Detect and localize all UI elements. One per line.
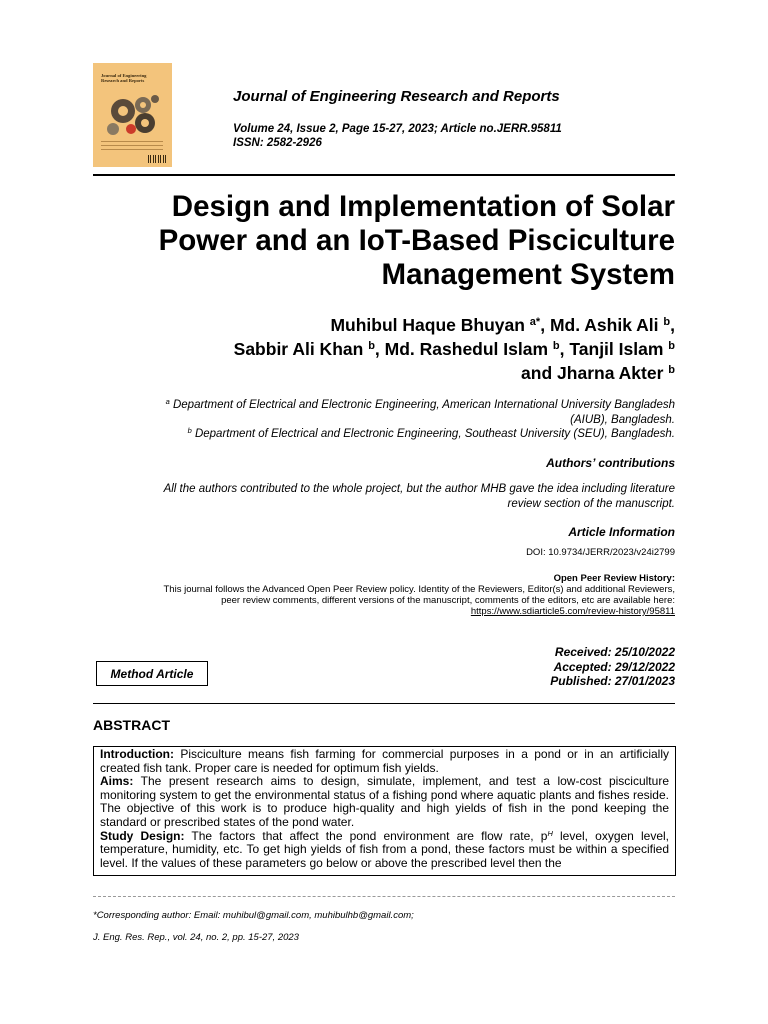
- issn: ISSN: 2582-2926: [233, 137, 322, 149]
- article-dates: [550, 645, 675, 689]
- title-line: Design and Implementation of Solar: [171, 190, 675, 223]
- affil-mark: b: [187, 426, 192, 435]
- abstract-label: Introduction:: [100, 747, 174, 761]
- abstract-box: [93, 746, 676, 876]
- received-date: Received: 25/10/2022: [554, 645, 675, 659]
- affil-mark: a: [165, 397, 170, 406]
- peer-review-line: peer review comments, different versions of the manuscript, comments of the editors, etc are available here:: [221, 595, 675, 606]
- published-date: Published: 27/01/2023: [550, 674, 675, 688]
- citation-footer: J. Eng. Res. Rep., vol. 24, no. 2, pp. 15-27, 2023: [93, 932, 299, 943]
- affiliations: [75, 398, 675, 442]
- contributions-line: review section of the manuscript.: [507, 498, 675, 510]
- abstract-text: level, oxygen level, temperature, humidity, etc. To get high yields of fish from a pond, these factors must be within a specified level. If the values of these parameters go below or above the prescribed level then the: [100, 828, 670, 870]
- accepted-date: Accepted: 29/12/2022: [553, 659, 675, 674]
- header-rule: [93, 174, 675, 176]
- author-name: Tanjil Islam: [569, 339, 664, 359]
- peer-review-link[interactable]: https://www.sdiarticle5.com/review-history/95811: [470, 606, 675, 617]
- author-name: Md. Ashik Ali: [549, 315, 659, 335]
- author-name: Md. Rashedul Islam: [384, 339, 549, 359]
- affiliation-text: Department of Electrical and Electronic Engineering, Southeast University (SEU), Bangladesh.: [194, 428, 675, 440]
- journal-name: Journal of Engineering Research and Reports: [233, 88, 560, 105]
- volume-line: Volume 24, Issue 2, Page 15-27, 2023; Article no.JERR.95811: [233, 123, 562, 135]
- peer-review-heading: Open Peer Review History:: [553, 573, 675, 584]
- abstract-label: Study Design:: [100, 828, 185, 843]
- journal-volume-info: [233, 122, 562, 150]
- author-list: Muhibul Haque Bhuyan $^{a*}$, Md. Ashik Ali $^b$, Sabbir Ali Khan $^b$, Md. Rashedul Islam $^b$, Tanjil Islam $^b$ and Jharna Akter $^b$: [233, 315, 675, 383]
- author-name: Sabbir Ali Khan: [233, 339, 364, 359]
- author-affil-mark: a*: [529, 316, 541, 328]
- author-conjunction: and: [521, 363, 553, 383]
- author-affil-mark: b: [552, 340, 560, 352]
- abstract-superscript: H: [547, 828, 553, 838]
- affiliation-text: Department of Electrical and Electronic Engineering, American International University Bangladesh: [172, 399, 675, 411]
- cover-text-lines: [101, 141, 163, 153]
- abstract-text: The factors that affect the pond environment are flow rate, p: [184, 828, 548, 843]
- abstract-label: Aims:: [100, 774, 134, 789]
- peer-review-text: [75, 584, 675, 617]
- abstract-aims: [100, 775, 669, 829]
- contributions-text: [75, 482, 675, 512]
- gears-icon: [103, 91, 163, 137]
- contributions-heading: Authors’ contributions: [546, 456, 675, 470]
- abstract-study-design: [100, 830, 669, 871]
- footnote-rule: [93, 896, 675, 897]
- doi: DOI: 10.9734/JERR/2023/v24i2799: [526, 547, 675, 558]
- article-info-heading: Article Information: [568, 525, 675, 539]
- abstract-text: Pisciculture means fish farming for commercial purposes in a pond or in an artificially created fish tank. Proper care is needed for optimum fish yields.: [100, 747, 669, 775]
- author-name: Muhibul Haque Bhuyan: [330, 315, 525, 335]
- article-title: [115, 190, 675, 292]
- abstract-text: The present research aims to design, simulate, implement, and test a low-cost pisciculture monitoring system to get the environmental status of a fishing pond where aquatic plants and fishes reside. The objective of this work is to produce high-quality and high yields of fish in the pond keeping the standard or prescribed states of the pond water.: [100, 774, 669, 829]
- author-affil-mark: b: [668, 340, 675, 352]
- cover-title: Journal of Engineering Research and Reports: [101, 73, 147, 83]
- author-affil-mark: b: [663, 316, 671, 328]
- abstract-introduction: [100, 748, 669, 775]
- affiliation-text: (AIUB), Bangladesh.: [570, 413, 675, 426]
- corresponding-author-note: *Corresponding author: Email: muhibul@gmail.com, muhibulhb@gmail.com;: [93, 910, 414, 921]
- title-line: Management System: [381, 258, 675, 291]
- title-line: Power and an IoT-Based Pisciculture: [158, 224, 675, 257]
- author-name: Jharna Akter: [557, 363, 664, 383]
- barcode-icon: [148, 155, 168, 163]
- article-type-badge: Method Article: [96, 661, 208, 686]
- author-affil-mark: b: [668, 364, 675, 376]
- author-affil-mark: b: [368, 340, 375, 352]
- abstract-heading: ABSTRACT: [93, 717, 170, 733]
- section-rule: [93, 703, 675, 704]
- journal-cover-image: [93, 63, 172, 167]
- peer-review-line: This journal follows the Advanced Open Peer Review policy. Identity of the Reviewers, Editor(s) and additional Reviewers,: [163, 584, 675, 595]
- contributions-line: All the authors contributed to the whole project, but the author MHB gave the idea including literature: [163, 483, 675, 495]
